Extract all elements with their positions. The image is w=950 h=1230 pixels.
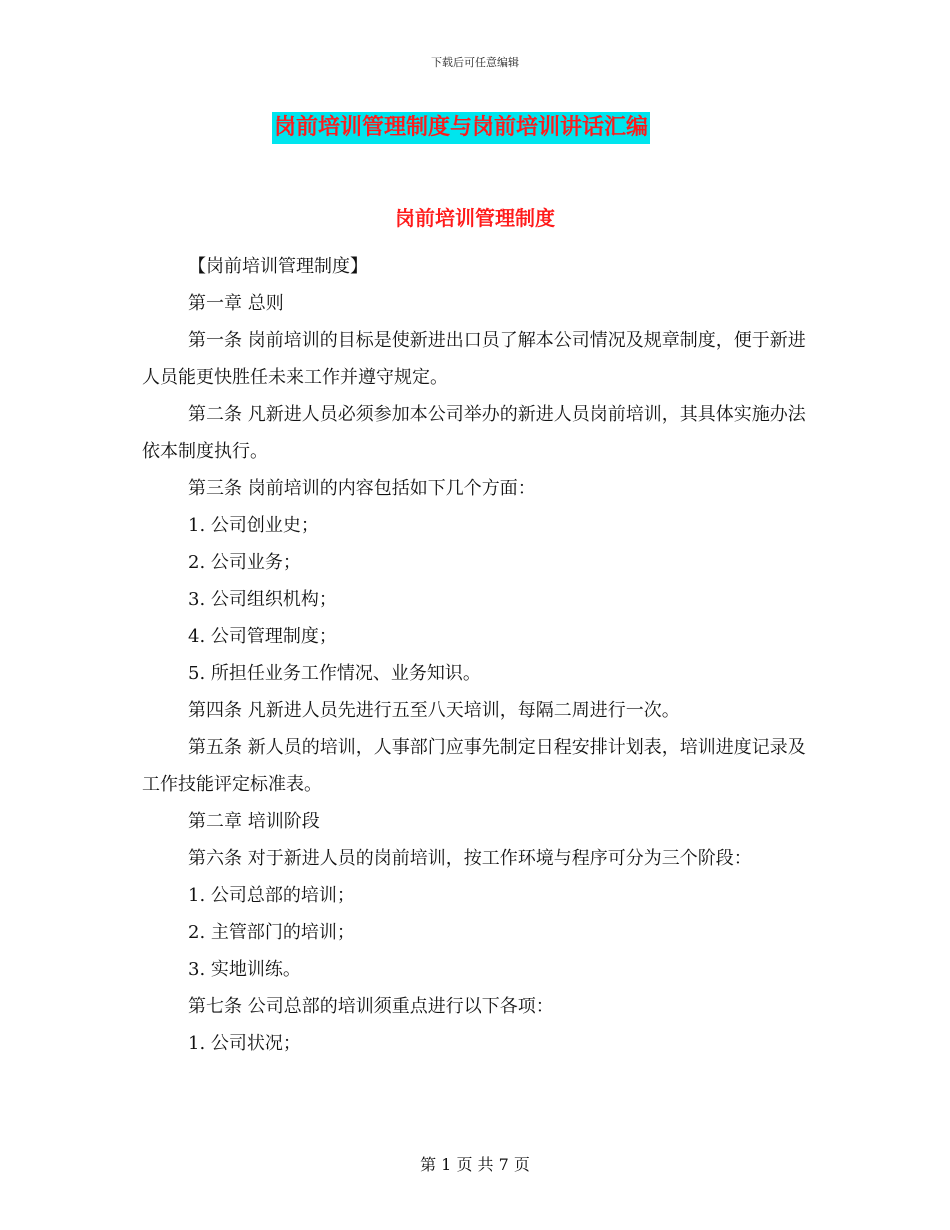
paragraph: 第三条 岗前培训的内容包括如下几个方面： bbox=[188, 478, 536, 499]
list-item: 1. 公司状况； bbox=[188, 1033, 301, 1054]
list-item: 3. 公司组织机构； bbox=[188, 589, 337, 610]
paragraph: 第五条 新人员的培训，人事部门应事先制定日程安排计划表，培训进度记录及工作技能评定标准表。 bbox=[142, 737, 806, 795]
paragraph: 第六条 对于新进人员的岗前培训，按工作环境与程序可分为三个阶段： bbox=[188, 848, 752, 869]
list-item: 1. 公司总部的培训； bbox=[188, 885, 355, 906]
list-item: 4. 公司管理制度； bbox=[188, 626, 337, 647]
header-note: 下载后可任意编辑 bbox=[431, 56, 519, 69]
document-body bbox=[142, 248, 808, 1062]
list-item: 2. 主管部门的培训； bbox=[188, 922, 355, 943]
section-title: 岗前培训管理制度 bbox=[395, 206, 555, 230]
list-item: 5. 所担任业务工作情况、业务知识。 bbox=[188, 663, 481, 684]
chapter-heading: 第一章 总则 bbox=[188, 293, 284, 314]
paragraph: 第一条 岗前培训的目标是使新进出口员了解本公司情况及规章制度，便于新进人员能更快胜任未来工作并遵守规定。 bbox=[142, 330, 806, 388]
paragraph: 第四条 凡新进人员先进行五至八天培训，每隔二周进行一次。 bbox=[188, 700, 680, 721]
paragraph: 第二条 凡新进人员必须参加本公司举办的新进人员岗前培训，其具体实施办法依本制度执行。 bbox=[142, 404, 806, 462]
paragraph: 第七条 公司总部的培训须重点进行以下各项： bbox=[188, 996, 554, 1017]
chapter-heading: 第二章 培训阶段 bbox=[188, 811, 320, 832]
list-item: 2. 公司业务； bbox=[188, 552, 301, 573]
list-item: 3. 实地训练。 bbox=[188, 959, 301, 980]
paragraph: 【岗前培训管理制度】 bbox=[188, 256, 368, 277]
page-footer: 第 1 页 共 7 页 bbox=[420, 1155, 530, 1174]
document-title: 岗前培训管理制度与岗前培训讲话汇编 bbox=[272, 112, 650, 144]
list-item: 1. 公司创业史； bbox=[188, 515, 319, 536]
